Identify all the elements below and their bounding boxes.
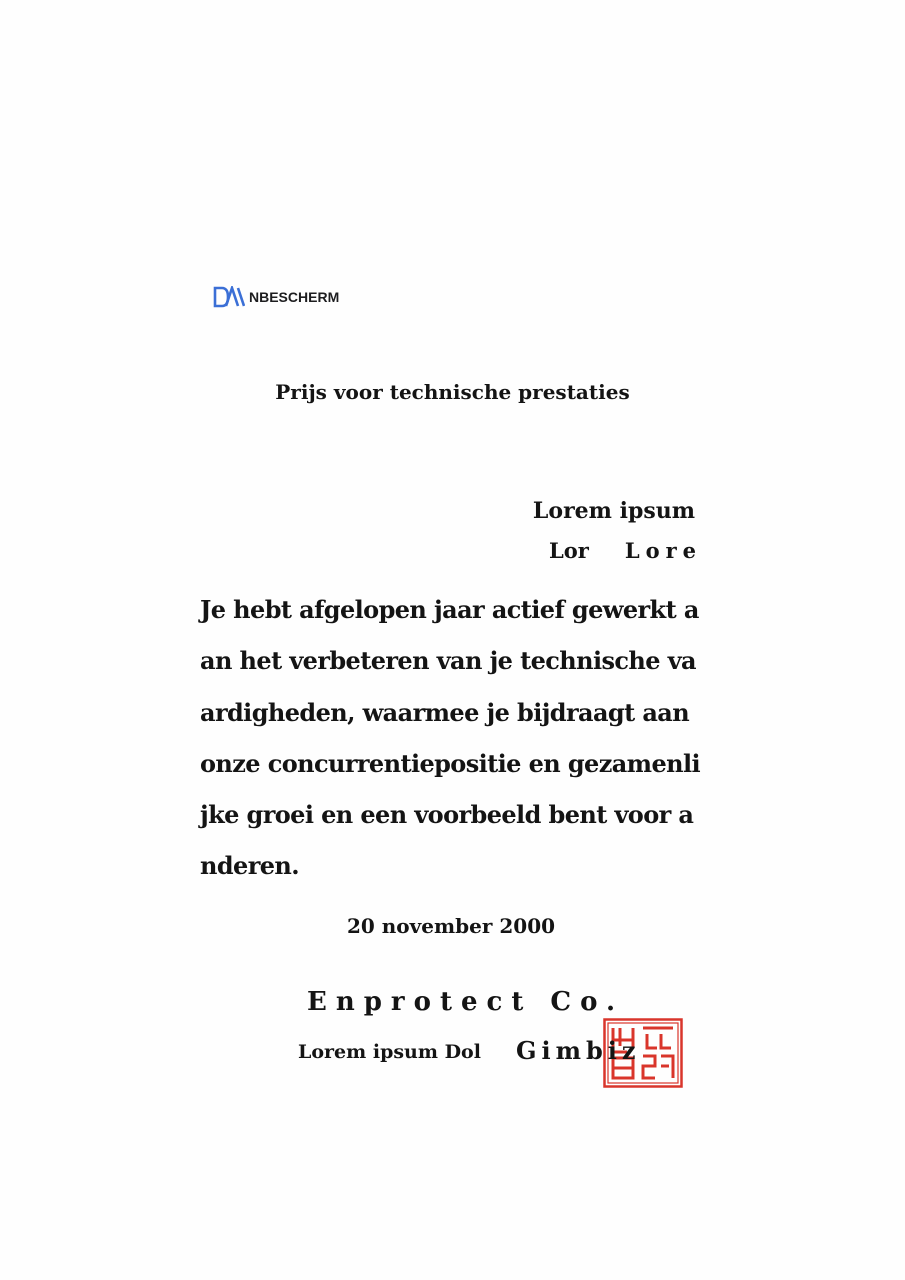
certificate-body: Je hebt afgelopen jaar actief gewerkt aan het verbeteren van je technische vaardigheden, waarmee je bijdraagt aan onze concurrentiepositie en gezamenlijke groei en een voorbeeld bent voor anderen. — [200, 595, 701, 881]
recipient-subline — [549, 537, 702, 565]
company-logo — [213, 286, 339, 308]
signatory-right: Gimbiz — [516, 1036, 641, 1065]
logo-text: NBESCHERM — [249, 289, 340, 305]
company-name: Enprotect Co. — [307, 987, 625, 1017]
logo-mark-icon — [213, 286, 245, 308]
recipient-sub-right: Lore — [624, 538, 703, 563]
certificate-date: 20 november 2000 — [346, 914, 556, 938]
recipient-sub-left: Lor — [549, 538, 589, 563]
recipient-name: Lorem ipsum — [532, 498, 695, 524]
signatory-left: Lorem ipsum Dol — [298, 1041, 481, 1063]
certificate-title: Prijs voor technische prestaties — [275, 380, 630, 404]
